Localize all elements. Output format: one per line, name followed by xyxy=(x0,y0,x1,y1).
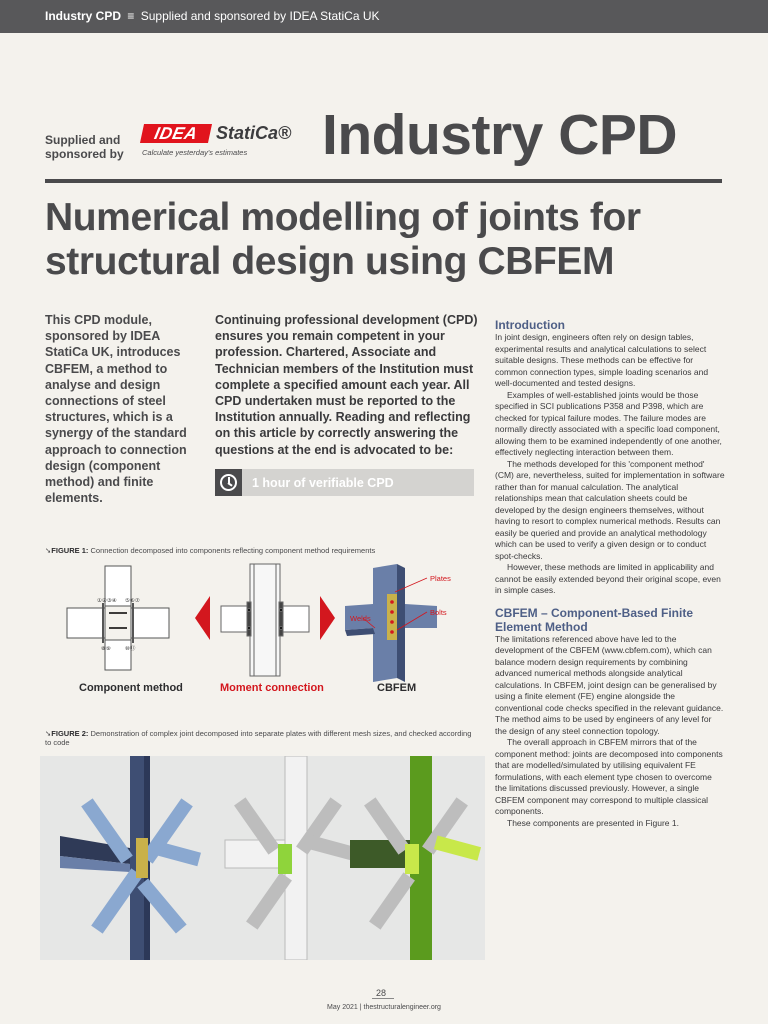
label-component-method: Component method xyxy=(79,682,183,694)
paragraph: However, these methods are limited in applicability and cannot be easily extended beyond their original scope, even in simple cases. xyxy=(495,562,721,595)
paragraph: The methods developed for this 'component method' (CM) are, nevertheless, suited for implementation in software rather than for manual calculation. The analytical relationships mean that calculation sheets could be developed by the design engineers themselves, without having to resort to complex numerical methods. Results can easily be queried and provide an analytical methodology which can be used to verify a given design or to conduct spot-checks. xyxy=(495,458,725,561)
arrow-right-icon xyxy=(320,596,335,640)
masthead-divider xyxy=(45,179,722,183)
masthead-title: Industry CPD xyxy=(322,103,678,167)
idea-statica-logo xyxy=(142,124,302,164)
clock-icon xyxy=(215,469,242,496)
supplied-by-label: Supplied and sponsored by xyxy=(45,133,124,161)
intro-summary: This CPD module, sponsored by IDEA StatiCa UK, introduces CBFEM, a method to analyse and design connections of steel structures, which is a synergy of the standard approach to connection design (component method) and finite elements. xyxy=(45,313,187,506)
page-number: 28 xyxy=(376,988,387,998)
joint-model-green xyxy=(350,756,481,960)
svg-text:⑩⑪: ⑩⑪ xyxy=(125,646,136,652)
paragraph: These components are presented in Figure 1. xyxy=(507,817,679,828)
label-cbfem: CBFEM xyxy=(377,682,417,694)
arrow-icon: ➘ xyxy=(45,546,52,555)
callout-bolts: Bolts xyxy=(430,608,447,617)
joint-model-steel xyxy=(60,756,201,960)
callout-plates: Plates xyxy=(430,574,451,583)
paragraph: Examples of well-established joints would be those specified in SCI publications P358 and P398, which are checked for typical failure modes. The failure modes are normally directly associated with a specific load component, allowing them to be examined independently of one another, effectively neglecting interaction between them. xyxy=(495,389,722,457)
arrow-left-icon xyxy=(195,596,210,640)
svg-text:①②③④: ①②③④ xyxy=(97,598,117,604)
figure2-renders xyxy=(40,756,485,960)
figure2-image xyxy=(40,756,485,960)
cpd-description: Continuing professional development (CPD) ensures you remain competent in your profession. Chartered, Associate and Technician members of the Institution must complete a specified amount each year. All CPD undertaken must be reported to the Institution annually. Reading and reflecting on this article by correctly answering the questions at the end is advocated to be: xyxy=(215,313,478,457)
paragraph: In joint design, engineers often rely on design tables, experimental results and analytical calculations to select suitable designs. These methods can be effective for common connection types, simple loading scenarios and well-documented and tested designs. xyxy=(495,332,709,388)
article-headline: Numerical modelling of joints for structural design using CBFEM xyxy=(45,196,641,283)
figure2-caption-text: Demonstration of complex joint decomposed into separate plates with different mesh sizes, and checked according to code xyxy=(45,729,472,747)
cpd-badge-text: 1 hour of verifiable CPD xyxy=(252,476,394,490)
header-bar xyxy=(0,0,768,33)
arrow-icon: ➘ xyxy=(45,729,52,738)
footer-divider xyxy=(372,998,394,999)
heading-cbfem: CBFEM – Component-Based Finite Element Method xyxy=(495,605,694,634)
separator-icon: ≡ xyxy=(127,9,135,23)
logo-statica: StatiCa® xyxy=(216,123,292,143)
paragraph: The limitations referenced above have led to the development of the CBFEM (www.cbfem.com), which can balance modern design requirements by combining advanced numerical methods alongside analytical calculations. In CBFEM, joint design can be generalised by using a finite element (FE) engine alongside the conventional code checks specified in the relevant guidance. The method aims to be used by engineers of any level for the design of any steel connection topology. xyxy=(495,633,724,736)
cbfem-model-drawing xyxy=(345,564,437,682)
logo-tagline: Calculate yesterday's estimates xyxy=(142,148,248,157)
joint-model-mesh xyxy=(225,756,356,960)
sponsor-line: Supplied and sponsored by IDEA StatiCa UK xyxy=(140,9,380,23)
figure1-drawing xyxy=(45,558,480,700)
svg-text:⑤⑥⑦: ⑤⑥⑦ xyxy=(125,598,140,604)
figure2-label: FIGURE 2: xyxy=(51,729,89,738)
figure1-caption xyxy=(45,546,475,555)
figure1-illustration xyxy=(45,558,480,700)
section-name: Industry CPD xyxy=(45,9,122,23)
heading-introduction: Introduction xyxy=(495,318,565,332)
logo-idea: IDEA xyxy=(140,124,212,143)
svg-text:⑧⑨: ⑧⑨ xyxy=(101,646,111,652)
article-body xyxy=(495,318,725,829)
moment-connection-drawing xyxy=(221,564,309,676)
label-moment-connection: Moment connection xyxy=(220,682,324,694)
component-method-drawing xyxy=(67,566,169,670)
paragraph: The overall approach in CBFEM mirrors that of the component method: joints are decomposed into components that are modelled/simulated by utilising equivalent FE formulations, with each element type chosen to overcome the limitations discussed previously. However, a single CBFEM component may correspond to multiple classical components. xyxy=(495,737,723,816)
figure2-caption xyxy=(45,729,475,747)
cpd-badge xyxy=(215,469,474,496)
figure1-caption-text: Connection decomposed into components reflecting component method requirements xyxy=(90,546,376,555)
footer-issue: May 2021 | thestructuralengineer.org xyxy=(327,1004,441,1011)
callout-welds: Welds xyxy=(350,614,371,623)
figure1-label: FIGURE 1: xyxy=(51,546,89,555)
